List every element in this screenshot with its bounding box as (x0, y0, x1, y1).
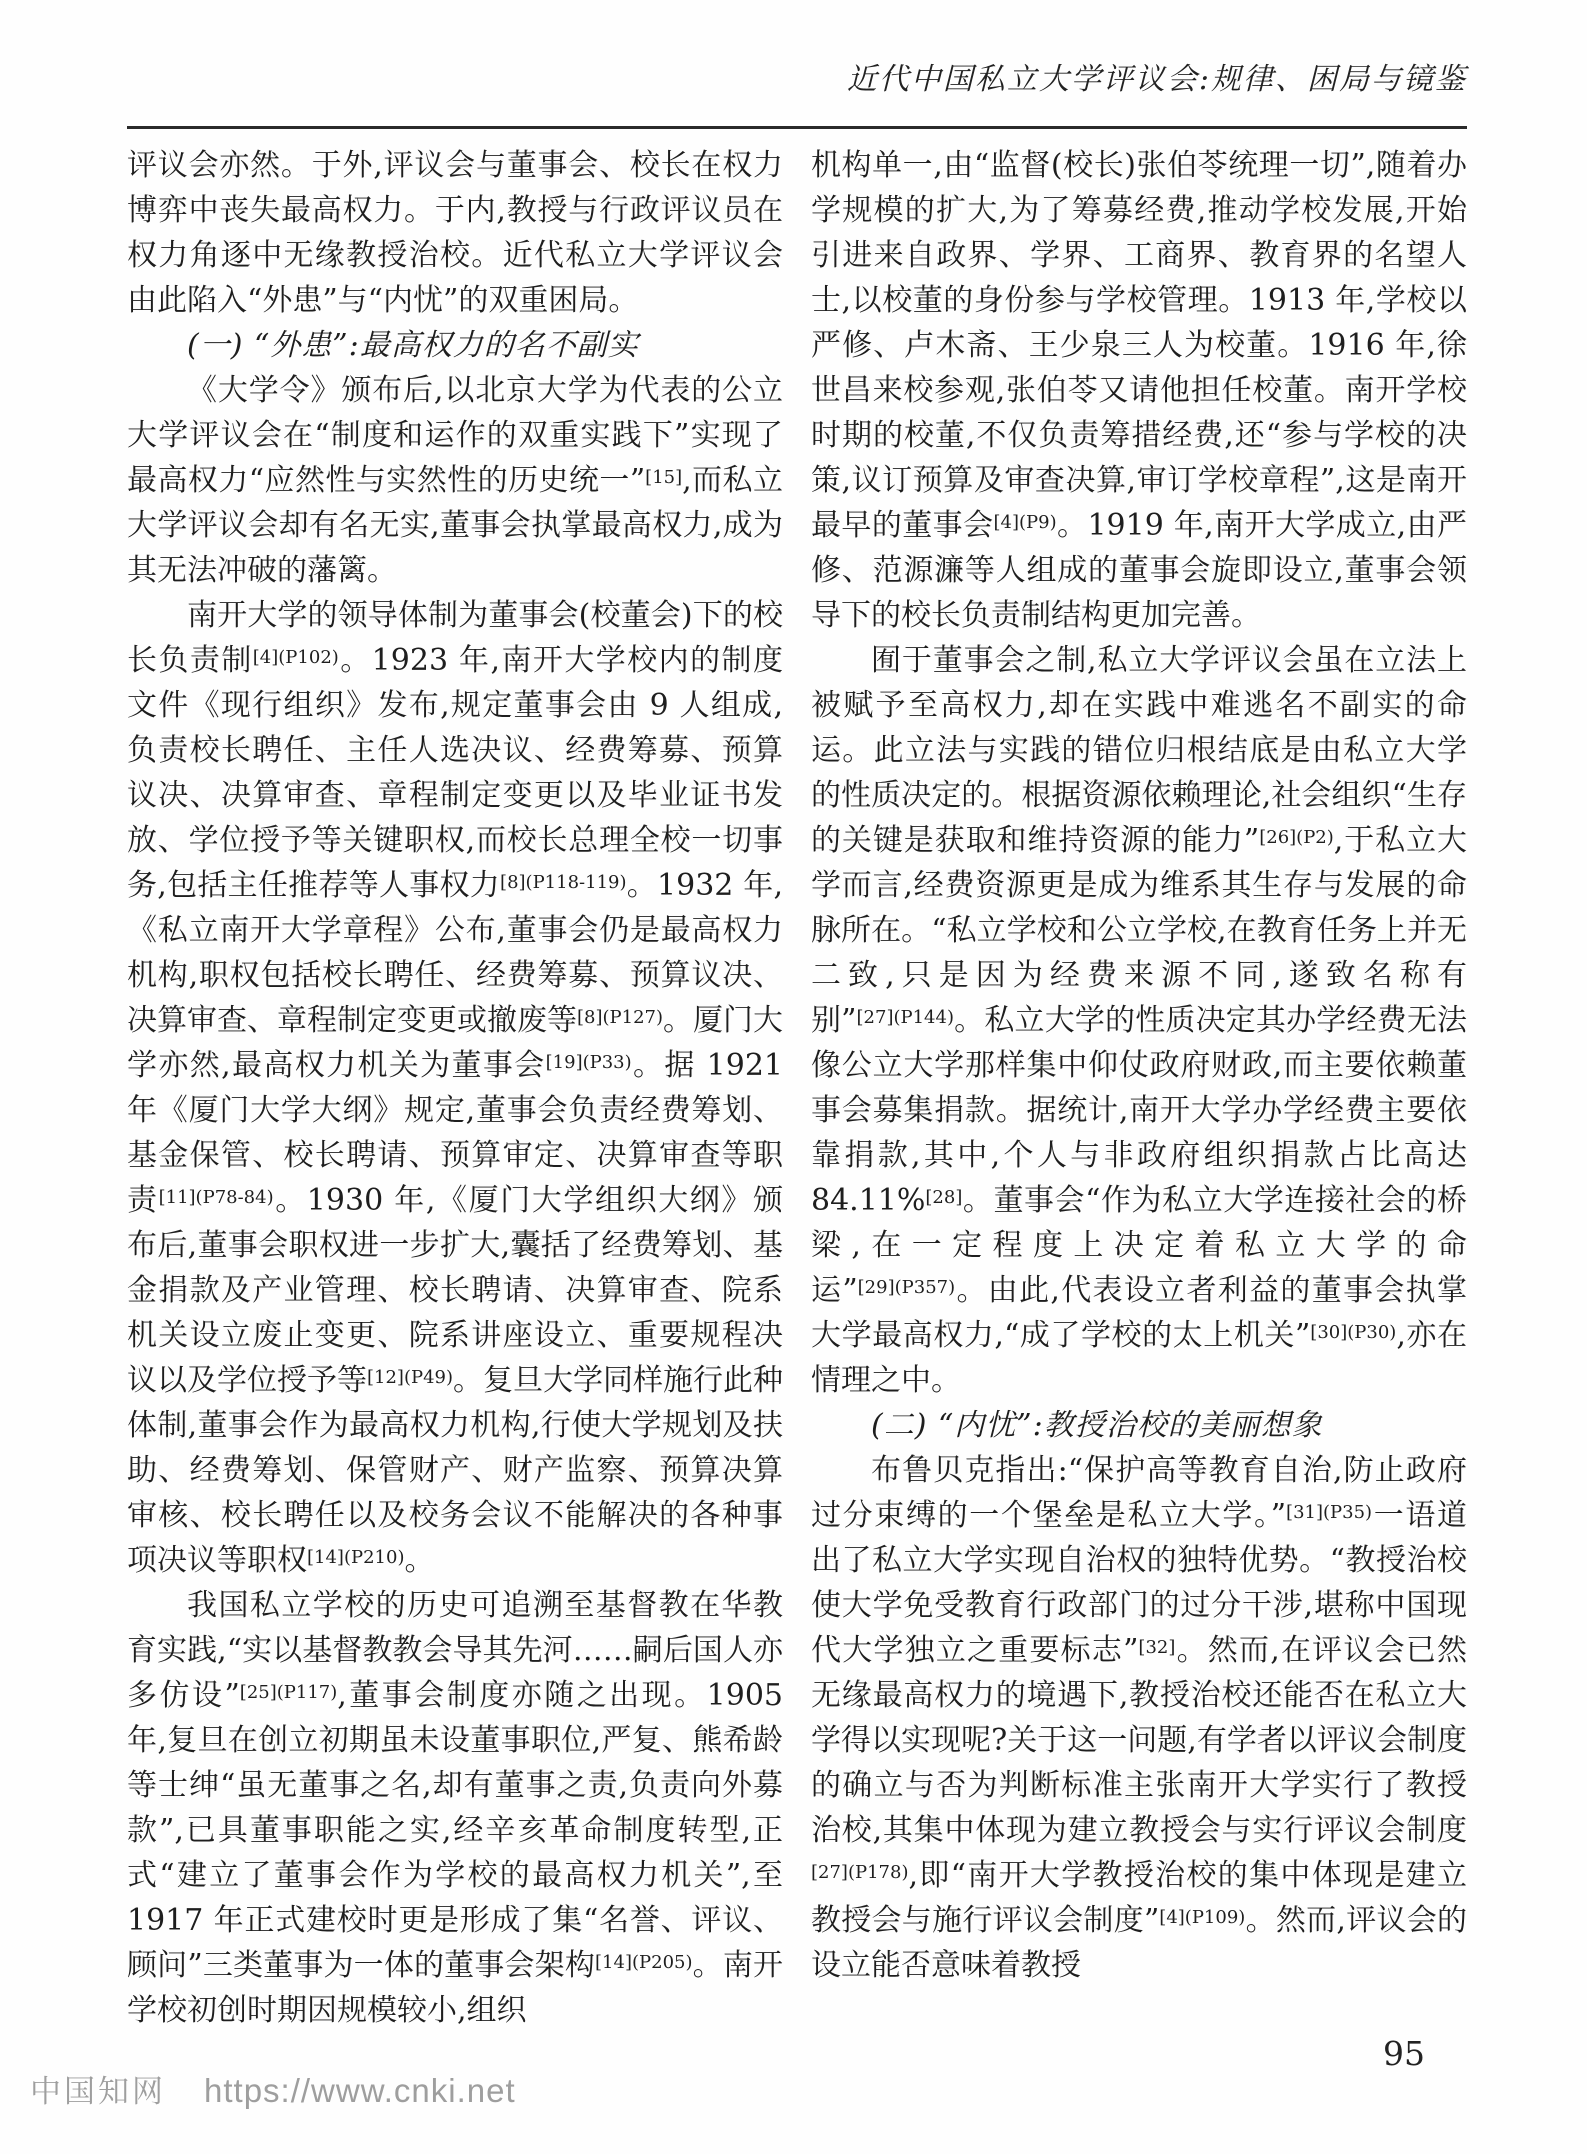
paragraph: 评议会亦然。于外,评议会与董事会、校长在权力博弈中丧失最高权力。于内,教授与行政评议员在权力角逐中无缘教授治校。近代私立大学评议会由此陷入“外患”与“内忧”的双重困局。 (127, 148, 783, 318)
citation-ref: [4](P102) (252, 647, 339, 668)
paragraph: 布鲁贝克指出:“保护高等教育自治,防止政府过分束缚的一个堡垒是私立大学。”$^{[31](P35)}$一语道出了私立大学实现自治权的独特优势。“教授治校使大学免受教育行政部门的过分干涉,堪称中国现代大学独立之重要标志”[32]。然而,在评议会已然无缘最高权力的境遇下,教授治校还能否在私立大学得以实现呢?关于这一问题,有学者以评议会制度的确立与否为判断标准主张南开大学实行了教授治校,其集中体现为建立教授会与实行评议会制度$^{[27](P178)}$,即“南开大学教授治校的集中体现是建立教授会与施行评议会制度”$^{[4](P109)}$。然而,评议会的设立能否意味着教授 (811, 1453, 1468, 1983)
citation-ref: [28] (925, 1187, 963, 1208)
citation-ref: [31](P35) (1286, 1502, 1373, 1523)
paragraph: 我国私立学校的历史可追溯至基督教在华教育实践,“实以基督教教会导其先河……嗣后国人亦多仿设”$^{[25](P117)}$,董事会制度亦随之出现。1905 年,复旦在创立初期虽未设董事职位,严复、熊希龄等士绅“虽无董事之名,却有董事之责,负责向外募款”,已具董事职能之实,经辛亥革命制度转型,正式“建立了董事会作为学校的最高权力机关”,至 1917 年正式建校时更是形成了集“名誉、评议、顾问”三类董事为一体的董事会架构$^{[14](P205)}$。南开学校初创时期因规模较小,组织 (127, 1588, 784, 2028)
citation-ref: [27](P178) (811, 1862, 909, 1883)
paragraph: 囿于董事会之制,私立大学评议会虽在立法上被赋予至高权力,却在实践中难逃名不副实的命运。此立法与实践的错位归根结底是由私立大学的性质决定的。根据资源依赖理论,社会组织“生存的关键是获取和维持资源的能力”$^{[26](P2)}$,于私立大学而言,经费资源更是成为维系其生存与发展的命脉所在。“私立学校和公立学校,在教育任务上并无二致,只是因为经费来源不同,遂致名称有别”$^{[27](P144)}$。私立大学的性质决定其办学经费无法像公立大学那样集中仰仗政府财政,而主要依赖董事会募集捐款。据统计,南开大学办学经费主要依靠捐款,其中,个人与非政府组织捐款占比高达 84.11%[28]。董事会“作为私立大学连接社会的桥梁,在一定程度上决定着私立大学的命运”$^{[29](P357)}$。由此,代表设立者利益的董事会执掌大学最高权力,“成了学校的太上机关”$^{[30](P30)}$,亦在情理之中。 (811, 643, 1467, 1398)
citation-ref: [15] (645, 467, 683, 488)
citation-ref: [29](P357) (857, 1277, 956, 1298)
citation-ref: [25](P117) (239, 1682, 338, 1703)
paragraph: 南开大学的领导体制为董事会(校董会)下的校长负责制$^{[4](P102)}$。1923 年,南开大学校内的制度文件《现行组织》发布,规定董事会由 9 人组成,负责校长聘任、主任人选决议、经费筹募、预算议决、决算审查、章程制定变更以及毕业证书发放、学位授予等关键职权,而校长总理全校一切事务,包括主任推荐等人事权力$^{[8](P118-119)}$。1932 年,《私立南开大学章程》公布,董事会仍是最高权力机构,职权包括校长聘任、经费筹募、预算议决、决算审查、章程制定变更或撤废等$^{[8](P127)}$。厦门大学亦然,最高权力机关为董事会$^{[19](P33)}$。据 1921 年《厦门大学大纲》规定,董事会负责经费筹划、基金保管、校长聘请、预算审定、决算审查等职责$^{[11](P78-84)}$。1930 年,《厦门大学组织大纲》颁布后,董事会职权进一步扩大,囊括了经费筹划、基金捐款及产业管理、校长聘请、决算审查、院系机关设立废止变更、院系讲座设立、重要规程决议以及学位授予等$^{[12](P49)}$。复旦大学同样施行此种体制,董事会作为最高权力机构,行使大学规划及扶助、经费筹划、保管财产、财产监察、预算决算审核、校长聘任以及校务会议不能解决的各种事项决议等职权$^{[14](P210)}$。 (127, 598, 784, 1578)
citation-ref: [19](P33) (545, 1052, 632, 1073)
page-footer (30, 2066, 516, 2111)
section-heading: (二) “内忧”:教授治校的美丽想象 (871, 1408, 1323, 1443)
citation-ref: [4](P9) (993, 512, 1057, 533)
citation-ref: [14](P205) (595, 1952, 693, 1973)
header-rule (127, 126, 1467, 129)
citation-ref: [4](P109) (1159, 1907, 1246, 1928)
paragraph: 《大学令》颁布后,以北京大学为代表的公立大学评议会在“制度和运作的双重实践下”实现了最高权力“应然性与实然性的历史统一”[15],而私立大学评议会却有名无实,董事会执掌最高权力,成为其无法冲破的藩篱。 (127, 373, 783, 588)
citation-ref: [12](P49) (367, 1367, 454, 1388)
citation-ref: [30](P30) (1310, 1322, 1397, 1343)
article-body (127, 143, 1467, 2033)
citation-ref: [32] (1138, 1637, 1176, 1658)
citation-ref: [11](P78-84) (158, 1187, 274, 1208)
running-title: 近代中国私立大学评议会:规律、困局与镜鉴 (846, 62, 1467, 97)
paragraph: 机构单一,由“监督(校长)张伯苓统理一切”,随着办学规模的扩大,为了筹募经费,推动学校发展,开始引进来自政界、学界、工商界、教育界的名望人士,以校董的身份参与学校管理。1913 年,学校以严修、卢木斋、王少泉三人为校董。1916 年,徐世昌来校参观,张伯苓又请他担任校董。南开学校时期的校董,不仅负责筹措经费,还“参与学校的决策,议订预算及审查决算,审订学校章程”,这是南开最早的董事会$^{[4](P9)}$。1919 年,南开大学成立,由严修、范源濂等人组成的董事会旋即设立,董事会领导下的校长负责制结构更加完善。 (811, 148, 1468, 633)
cnki-url: https://www.cnki.net (204, 2072, 516, 2109)
citation-ref: [8](P127) (577, 1007, 664, 1028)
citation-ref: [27](P144) (856, 1007, 954, 1028)
section-heading: (一) “外患”:最高权力的名不副实 (187, 328, 639, 363)
citation-ref: [26](P2) (1259, 827, 1334, 848)
citation-ref: [8](P118-119) (500, 872, 627, 893)
right-column (811, 143, 1467, 2033)
citation-ref: [14](P210) (307, 1547, 405, 1568)
left-column (127, 143, 783, 2033)
cnki-logo-text: 中国知网 (30, 2074, 166, 2110)
page-number: 95 (1383, 2034, 1425, 2073)
